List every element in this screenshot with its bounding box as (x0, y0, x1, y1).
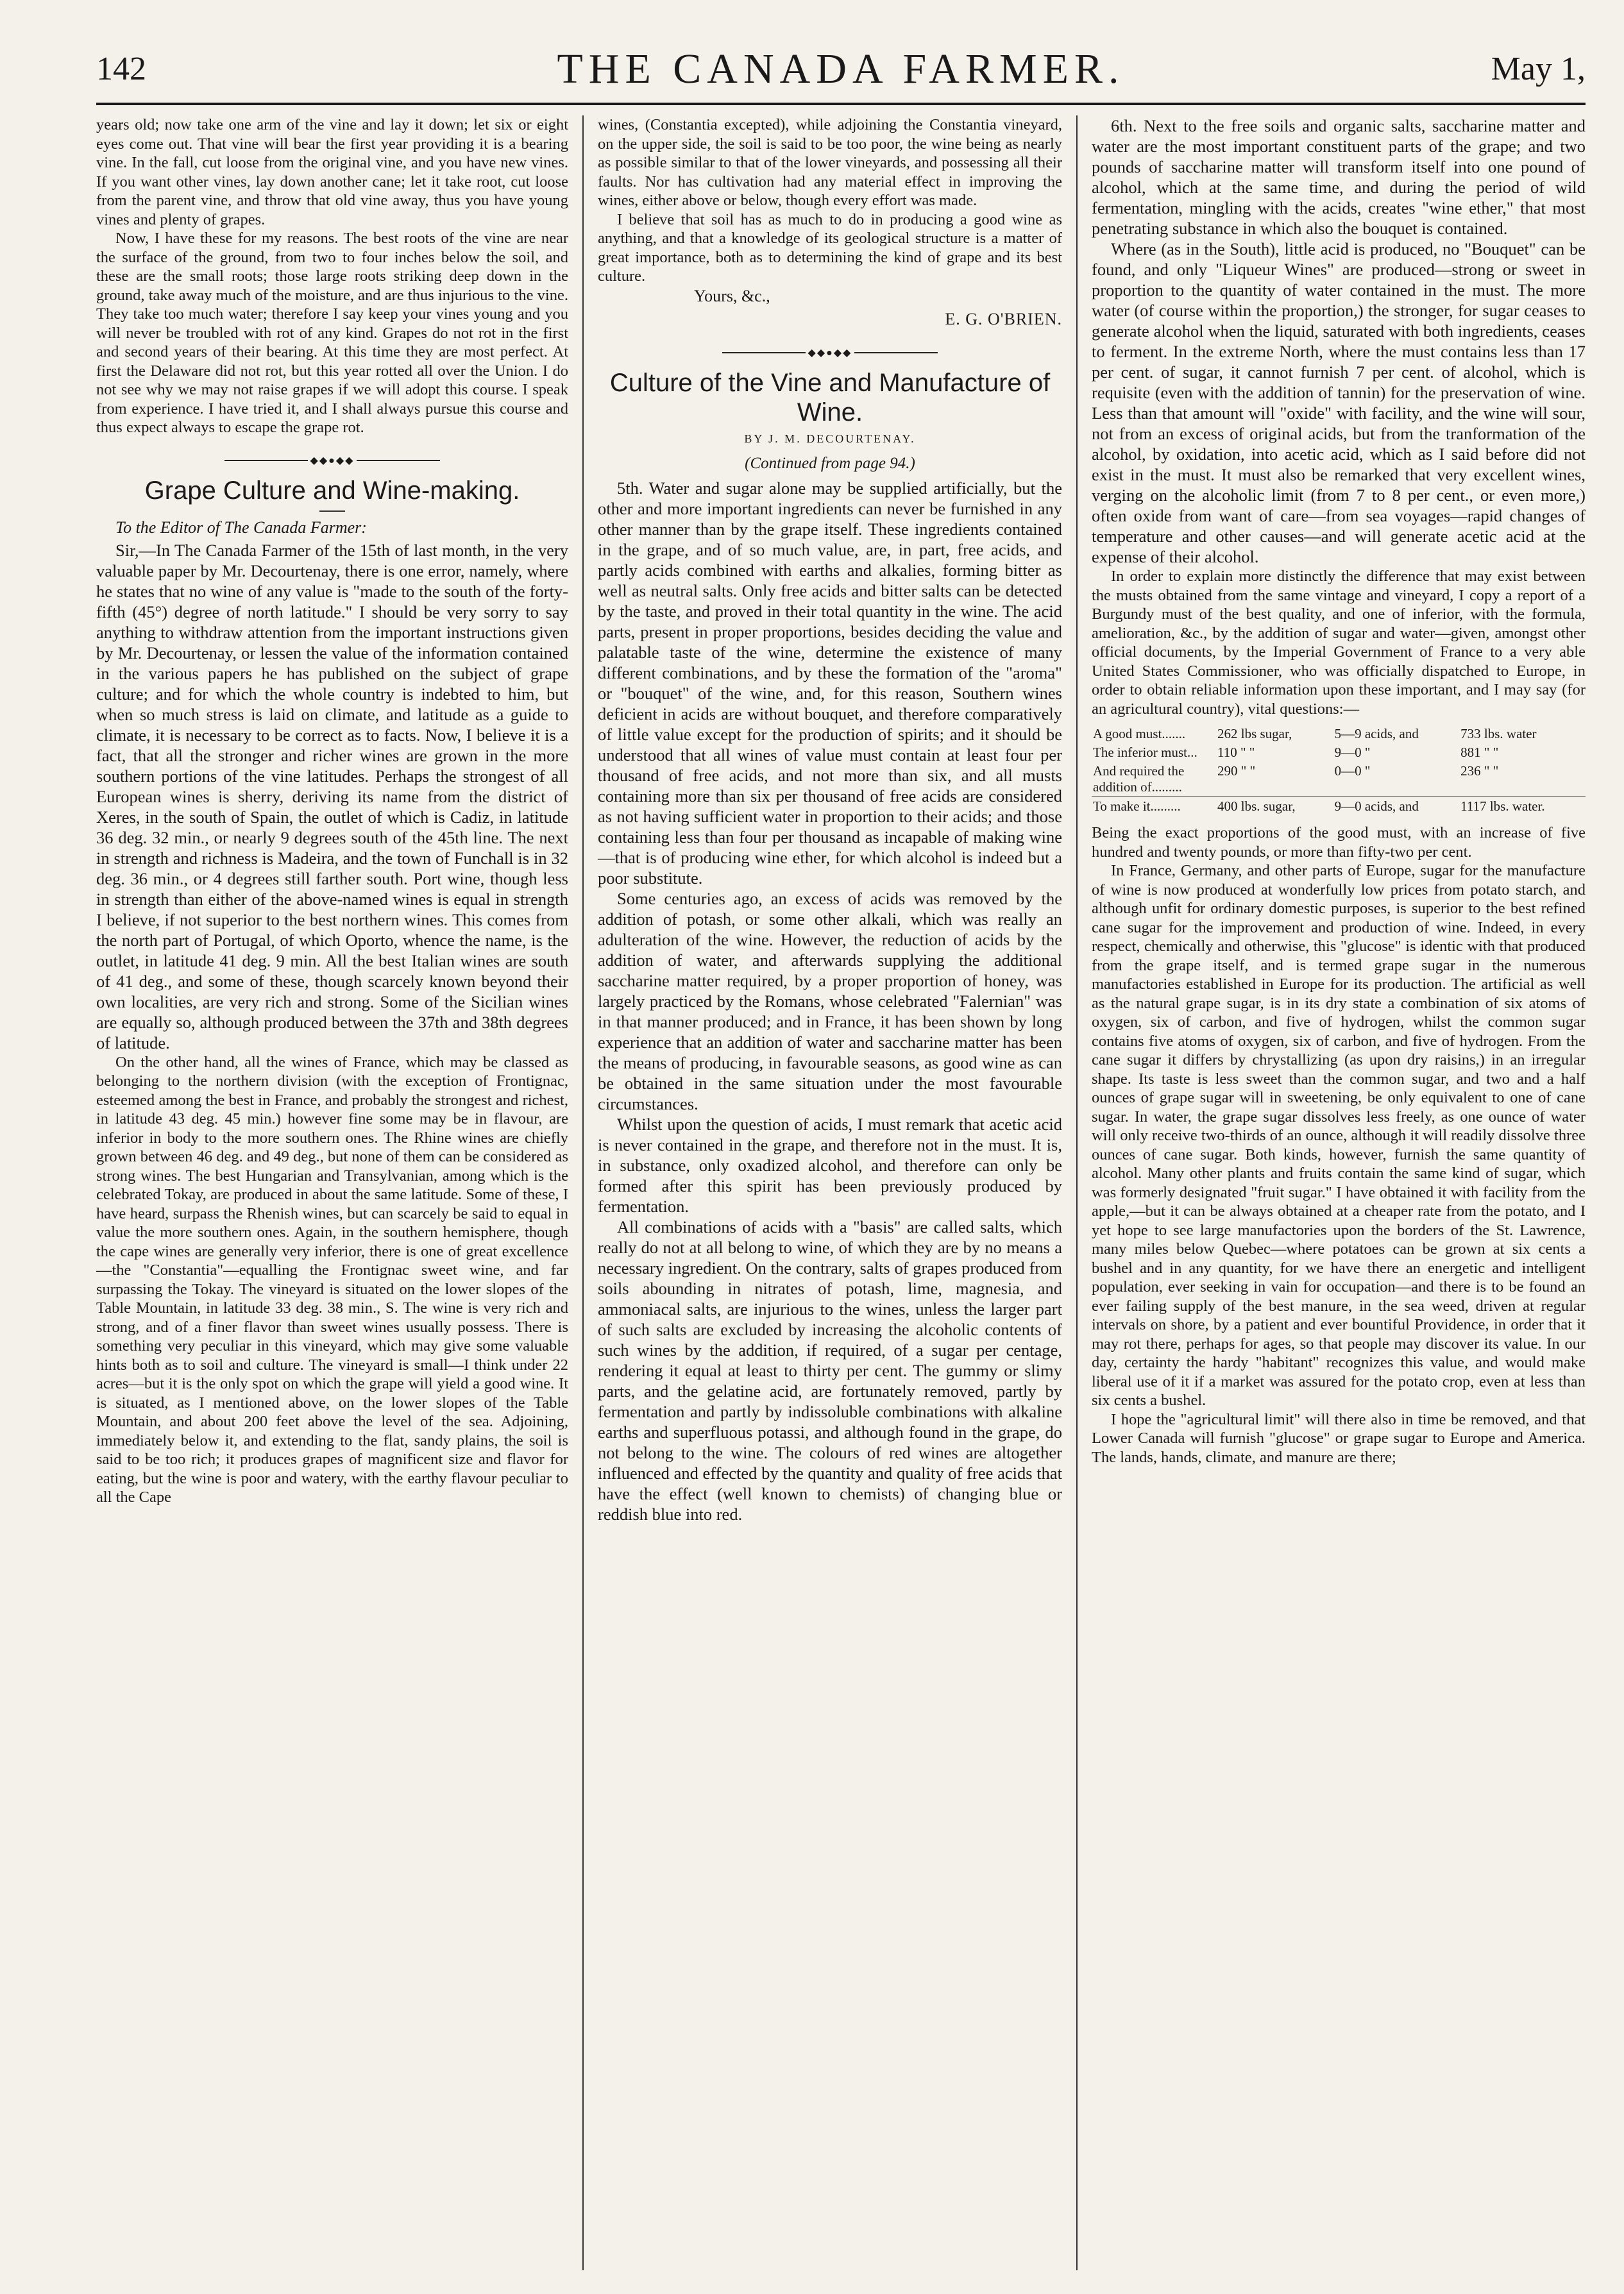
letter-paragraph: On the other hand, all the wines of France, which may be classed as belonging to the northern division (with the exception of Frontignac, esteemed among the best in France, and probably the strongest and richest, in latitude 43 deg. 45 min.) however fine some may be in flavour, are inferior in body to the more southern ones. The Rhine wines are chiefly grown between 46 deg. and 49 deg., but none of them can be considered as strong wines. The best Hungarian and Transylvanian, among which is the celebrated Tokay, are produced in about the same latitude. Some of these, I have heard, surpass the Rhenish wines, but can scarcely be said to equal in value the more southern ones. Again, in the southern hemisphere, though the cape wines are generally very inferior, there is one of great excellence—the "Constantia"—equalling the Frontignac sweet wine, and far surpassing the Tokay. The vineyard is situated on the lower slopes of the Table Mountain, in latitude 33 deg. 38 min., S. The wine is very rich and strong, and of a finer flavor than sweet wines usually possess. There is something very peculiar in this vineyard, which may give some valuable hints both as to soil and culture. The vineyard is small—I think under 22 acres—but it is the only spot on which the grape will yield a good wine. It is situated, as I mentioned above, on the lower slopes of the Table Mountain, and about 200 feet above the level of the sea. Adjoining, immediately below it, and extending to the flat, sandy plains, the soil is said to be too rich; it produces grapes of magnificent size and flavor for eating, but the wine is poor and watery, with the earthy flavour peculiar to all the Cape (96, 1053, 568, 1506)
article-paragraph: In order to explain more distinctly the difference that may exist between the musts obtained from the same vintage and vineyard, I copy a report of a Burgundy must of the best quality, and one of inferior, with the formula, amelioration, &c., by the addition of sugar and water—given, amongst other official documents, by the Imperial Government of France to a very able United States Commissioner, who was officially dispatched to Europe, in order to obtain reliable information upon these important, and I may say (for an agricultural country), vital questions:— (1092, 568, 1586, 718)
ornament-divider (96, 454, 568, 467)
article-paragraph: Where (as in the South), little acid is produced, no "Bouquet" can be found, and only "Liqueur Wines" are produced—strong or sweet in proportion to the quantity of water contained in the must. The more water (of course within the proportion,) the stronger, for sugar ceases to generate alcohol when the liquid, saturated with both ingredients, ceases to ferment. In the extreme North, where the must contains less than 17 per cent. of sugar, it cannot furnish 7 per cent. of alcohol, which is requisite (even with the addition of tannin) for the preservation of wine. Less than that amount will "oxide" with facility, and the wine will sour, not from an excess of original acids, but from the tranformation of the alcohol, by oxidation, into acetic acid, which as I said before did not exist in the must. It must also be remarked that very excellent wines, verging on the alcoholic limit (from 7 to 8 per cent., or even more,) often oxide from want of care—from sea voyages—rapid changes of temperature and other causes—and will generate acetic acid at the expense of their alcohol. (1092, 239, 1586, 566)
ornament-icon: ◆◆●◆◆ (808, 347, 852, 358)
columns (96, 115, 1586, 2270)
article-paragraph: I hope the "agricultural limit" will there also in time be removed, and that Lower Canada will furnish "glucose" or grape sugar to Europe and America. The lands, hands, climate, and manure are there; (1092, 1410, 1586, 1466)
table-cell-label: The inferior must... (1093, 745, 1197, 760)
table-cell-label: To make it......... (1092, 797, 1216, 816)
letter-salutation: To the Editor of The Canada Farmer: (115, 518, 367, 537)
article-paragraph: Some centuries ago, an excess of acids was removed by the addition of potash, or some other alkali, which was really an adulteration of the wine. However, the reduction of acids by the addition of water, and afterwards supplying the additional saccharine matter required, by a proper proportion of honey, was largely practiced by the Romans, whose celebrated "Falernian" was in that manner produced; and in France, it has been shown by long experience that an addition of water and saccharine matter has been the means of producing, in favourable seasons, as good wine as can be obtained in the same situation under the most favourable circumstances. (598, 888, 1062, 1113)
letter-paragraph: wines, (Constantia excepted), while adjoining the Constantia vineyard, on the upper side, the soil is said to be too poor, the wine being as nearly as possible similar to that of the lower vineyards, and possessing all their faults. Nor has cultivation had any material effect in improving the wines, either above or below, though every effort was made. (598, 116, 1062, 209)
table-row (1092, 762, 1586, 797)
small-type-section (1092, 567, 1586, 1467)
article-paragraph: 6th. Next to the free soils and organic salts, saccharine matter and water are the most important constituent parts of the grape; and two pounds of saccharine matter will transform itself into one pound of alcohol, which at the same time, and during the period of wild fermentation, mingling with the acids, creates "wine ether," that most penetrating substance in which also the bouquet is contained. (1092, 116, 1586, 238)
ornament-divider (598, 346, 1062, 359)
signature-name: E. G. O'BRIEN. (945, 309, 1062, 328)
table-cell-sugar: 290 " " (1217, 763, 1256, 779)
divider-line (854, 352, 938, 353)
article-title: Culture of the Vine and Manufacture of Wine. (609, 368, 1051, 426)
article-paragraph: Being the exact proportions of the good must, with an increase of five hundred and twenty pounds, or more than fifty-two per cent. (1092, 824, 1586, 861)
masthead-title: THE CANADA FARMER. (557, 46, 1125, 92)
column-2 (584, 115, 1078, 2270)
ornament-icon: ◆◆●◆◆ (310, 455, 355, 466)
table-row-total (1092, 797, 1586, 816)
table-cell-acids: 0—0 " (1334, 763, 1371, 779)
table-cell-sugar: 262 lbs sugar, (1217, 726, 1292, 741)
table-cell-label: And required the addition of......... (1093, 763, 1185, 795)
continued-note: (Continued from page 94.) (745, 454, 915, 472)
table-cell-acids: 5—9 acids, and (1334, 726, 1419, 741)
article-paragraph: 5th. Water and sugar alone may be supplied artificially, but the other and more important ingredients can never be furnished in any other manner than by the grape itself. These ingredients contained in the grape, and of so much value, are, in part, free acids, and partly acids combined with earths and alkalies, forming bitter as well as neutral salts. Only free acids and bitter salts can be detected by the taste, and proved in their total quantity in the wine. The acid parts, present in proper proportions, besides deciding the value and palatable taste of the wine, determine the existence of many different combinations, and by these the formation of the "aroma" or "bouquet" of the wine, and, for this reason, Southern wines deficient in acids are without bouquet, and therefore comparatively of little value except for the production of spirits; and it should be understood that all wines of value must contain at least four per thousand of free acids, and not more than six, and all musts containing more than six per thousand of free acids are considered as not having sufficient water in proportion to their acids; and those containing less than four per thousand as incapable of making wine—that is of producing wine ether, for which alcohol is indeed but a poor substitute. (598, 478, 1062, 888)
table-cell-acids: 9—0 " (1334, 745, 1371, 760)
letter-paragraph: Sir,—In The Canada Farmer of the 15th of last month, in the very valuable paper by Mr. Decourtenay, there is one error, namely, where he states that no wine of any value is "made to the south of the forty-fifth (45°) degree of north latitude." I should be very sorry to say anything to withdraw attention from the important instructions given by Mr. Decourtenay, or lessen the value of the information contained in the various papers he has published on the subject of grape culture; and for which the whole country is indebted to him, but when so much stress is laid on climate, and latitude as a guide to climate, it is necessary to be correct as to facts. Now, I believe it is a fact, that all the stronger and richer wines are grown in the more southern portions of the vine latitudes. Perhaps the strongest of all European wines is sherry, deriving its name from the district of Xeres, in the south of Spain, the outlet of which is Cadiz, in latitude 36 deg. 32 min., or nearly 9 degrees south of the 45th line. The next in strength and richness is Madeira, and the town of Funchall is in 32 deg. 36 min., or 4 degrees still farther south. Port wine, though less in strength than either of the above-named wines is equal in strength I believe, if not superior to the best northern wines. This comes from the north part of Portugal, of which Oporto, whence the name, is the outlet, in latitude 41 deg. 9 min. All the best Italian wines are south of 41 deg., and some of these, though scarcely known beyond their own localities, are very rich and strong. Some of the Sicilian wines are equally so, although produced between the 37th and 38th degrees of latitude. (96, 540, 568, 1052)
page-number: 142 (96, 51, 146, 87)
table-cell-label: A good must....... (1093, 726, 1186, 741)
table-cell-water: 236 " " (1460, 763, 1499, 779)
column-1 (96, 115, 584, 2270)
letter-title: Grape Culture and Wine-making. (144, 476, 520, 505)
issue-date: May 1, (1491, 51, 1586, 87)
table-cell-water: 733 lbs. water (1460, 726, 1537, 741)
article-byline: BY J. M. DECOURTENAY. (744, 432, 916, 445)
table-row (1092, 743, 1586, 762)
table-cell-sugar: 110 " " (1217, 745, 1255, 760)
page-header (96, 45, 1586, 105)
table-row (1092, 725, 1586, 743)
divider-line (357, 460, 440, 461)
must-composition-table (1092, 725, 1586, 816)
article-paragraph: In France, Germany, and other parts of Europe, sugar for the manufacture of wine is now produced at wonderfully low prices from potato starch, and although unfit for ordinary domestic purposes, is superior to the best refined cane sugar for the improvement and production of wine. Indeed, in every respect, chemically and otherwise, this "glucose" is identic with that produced from the grape itself, and is termed grape sugar in the numerous manufactories established in Europe for its production. The artificial as well as the natural grape sugar, is in its dry state a combination of six atoms of oxygen, six of carbon, and five of hydrogen, whilst the common sugar contains five atoms of oxygen, six of carbon, and five of hydrogen. From the cane sugar it differs by chrystallizing (as upon dry raisins,) in an irregular shape. Its taste is less sweet than the common sugar, and two and a half ounces of grape sugar will in sweetening, be only equivalent to one of cane sugar. In water, the grape sugar dissolves less freely, as one ounce of water will only receive two-thirds of an ounce, although it will readily dissolve three ounces of cane sugar. Both kinds, however, furnish the same quantity of alcohol. Many other plants and fruits contain the same kind of sugar, which was formerly designated "fruit sugar." I have obtained it with facility from the apple,—but it can be always obtained at a cheaper rate from the potato, and I yet hope to see large manufactories upon the borders of the St. Lawrence, many miles below Quebec—where potatoes can be grown at six cents a bushel and in any quantity, for we have there an energetic and intelligent population, ever seeking in vain for occupation—and there is to be found an ever failing supply of the best manure, in the sea weed, driven at regular intervals on shore, by a patient and ever bountiful Providence, in order that it may rot there, perhaps for ages, so that people may discover its value. In our day, certainty the hardy "habitant" recognizes this value, and would make liberal use of it if a market was assured for the potato crop, even at less than six cents a bushel. (1092, 862, 1586, 1409)
letter-paragraph: I believe that soil has as much to do in producing a good wine as anything, and that a knowledge of its geological structure is a matter of great importance, both as to determining the kind of grape and its best culture. (598, 210, 1062, 285)
signature-closing: Yours, &c., (694, 286, 770, 305)
short-rule (319, 510, 345, 512)
table-cell-water: 1117 lbs. water. (1459, 797, 1586, 816)
divider-line (722, 352, 806, 353)
article-paragraph: Whilst upon the question of acids, I must remark that acetic acid is never contained in the grape, and therefore not in the must. It is, in substance, only oxadized alcohol, and therefore can only be formed after this spirit has been previously produced by fermentation. (598, 1114, 1062, 1216)
table-cell-water: 881 " " (1460, 745, 1499, 760)
table-cell-sugar: 400 lbs. sugar, (1216, 797, 1333, 816)
letter-body (96, 540, 568, 1053)
article-paragraph: Now, I have these for my reasons. The best roots of the vine are near the surface of the ground, from two to four inches below the soil, and these are the small roots; those large roots striking deep down in the ground, take away much of the moisture, and are thus injurious to the vine. They take too much water; therefore I say keep your vines young and you will never be troubled with rot of any kind. Grapes do not rot in the first and second years of their bearing. At this time they are most perfect. At first the Delaware did not rot, but this year rotted all over the Union. I do not see why we may not raise grapes if we will adopt this course. I speak from experience. I have tried it, and I shall always pursue this course and thus expect always to escape the grape rot. (96, 230, 568, 436)
letter-continuation (598, 115, 1062, 286)
table-cell-acids: 9—0 acids, and (1333, 797, 1460, 816)
divider-line (224, 460, 308, 461)
article-paragraph: All combinations of acids with a "basis" are called salts, which really do not at all belong to wine, of which they are by no means a necessary ingredient. On the contrary, salts of grapes produced from soils abounding in nitrates of potash, lime, magnesia, and ammoniacal salts, are injurious to the wines, unless the larger part of such salts are excluded by increasing the alcoholic contents of such wines by the addition, if required, of a sugar per centage, rendering it equal at least to thirty per cent. The gummy or slimy parts, and the gelatine acid, are fortunately removed, partly by fermentation and partly by indissoluble combinations with alkaline earths and superfluous potassi, and although found in the grape, do not belong to the wine. The colours of red wines are altogether influenced and effected by the quantity and quality of free acids that have the effect (well known to chemists) of changing blue or reddish blue into red. (598, 1217, 1062, 1524)
article-paragraph: years old; now take one arm of the vine and lay it down; let six or eight eyes come out. That vine will bear the first year providing it is a bearing vine. In the fall, cut loose from the original vine, and you have new vines. If you want other vines, lay down another cane; let it take root, cut loose from the parent vine, and throw that old vine away, thus you have young vines and plenty of grapes. (96, 116, 568, 228)
column-3 (1078, 115, 1586, 2270)
